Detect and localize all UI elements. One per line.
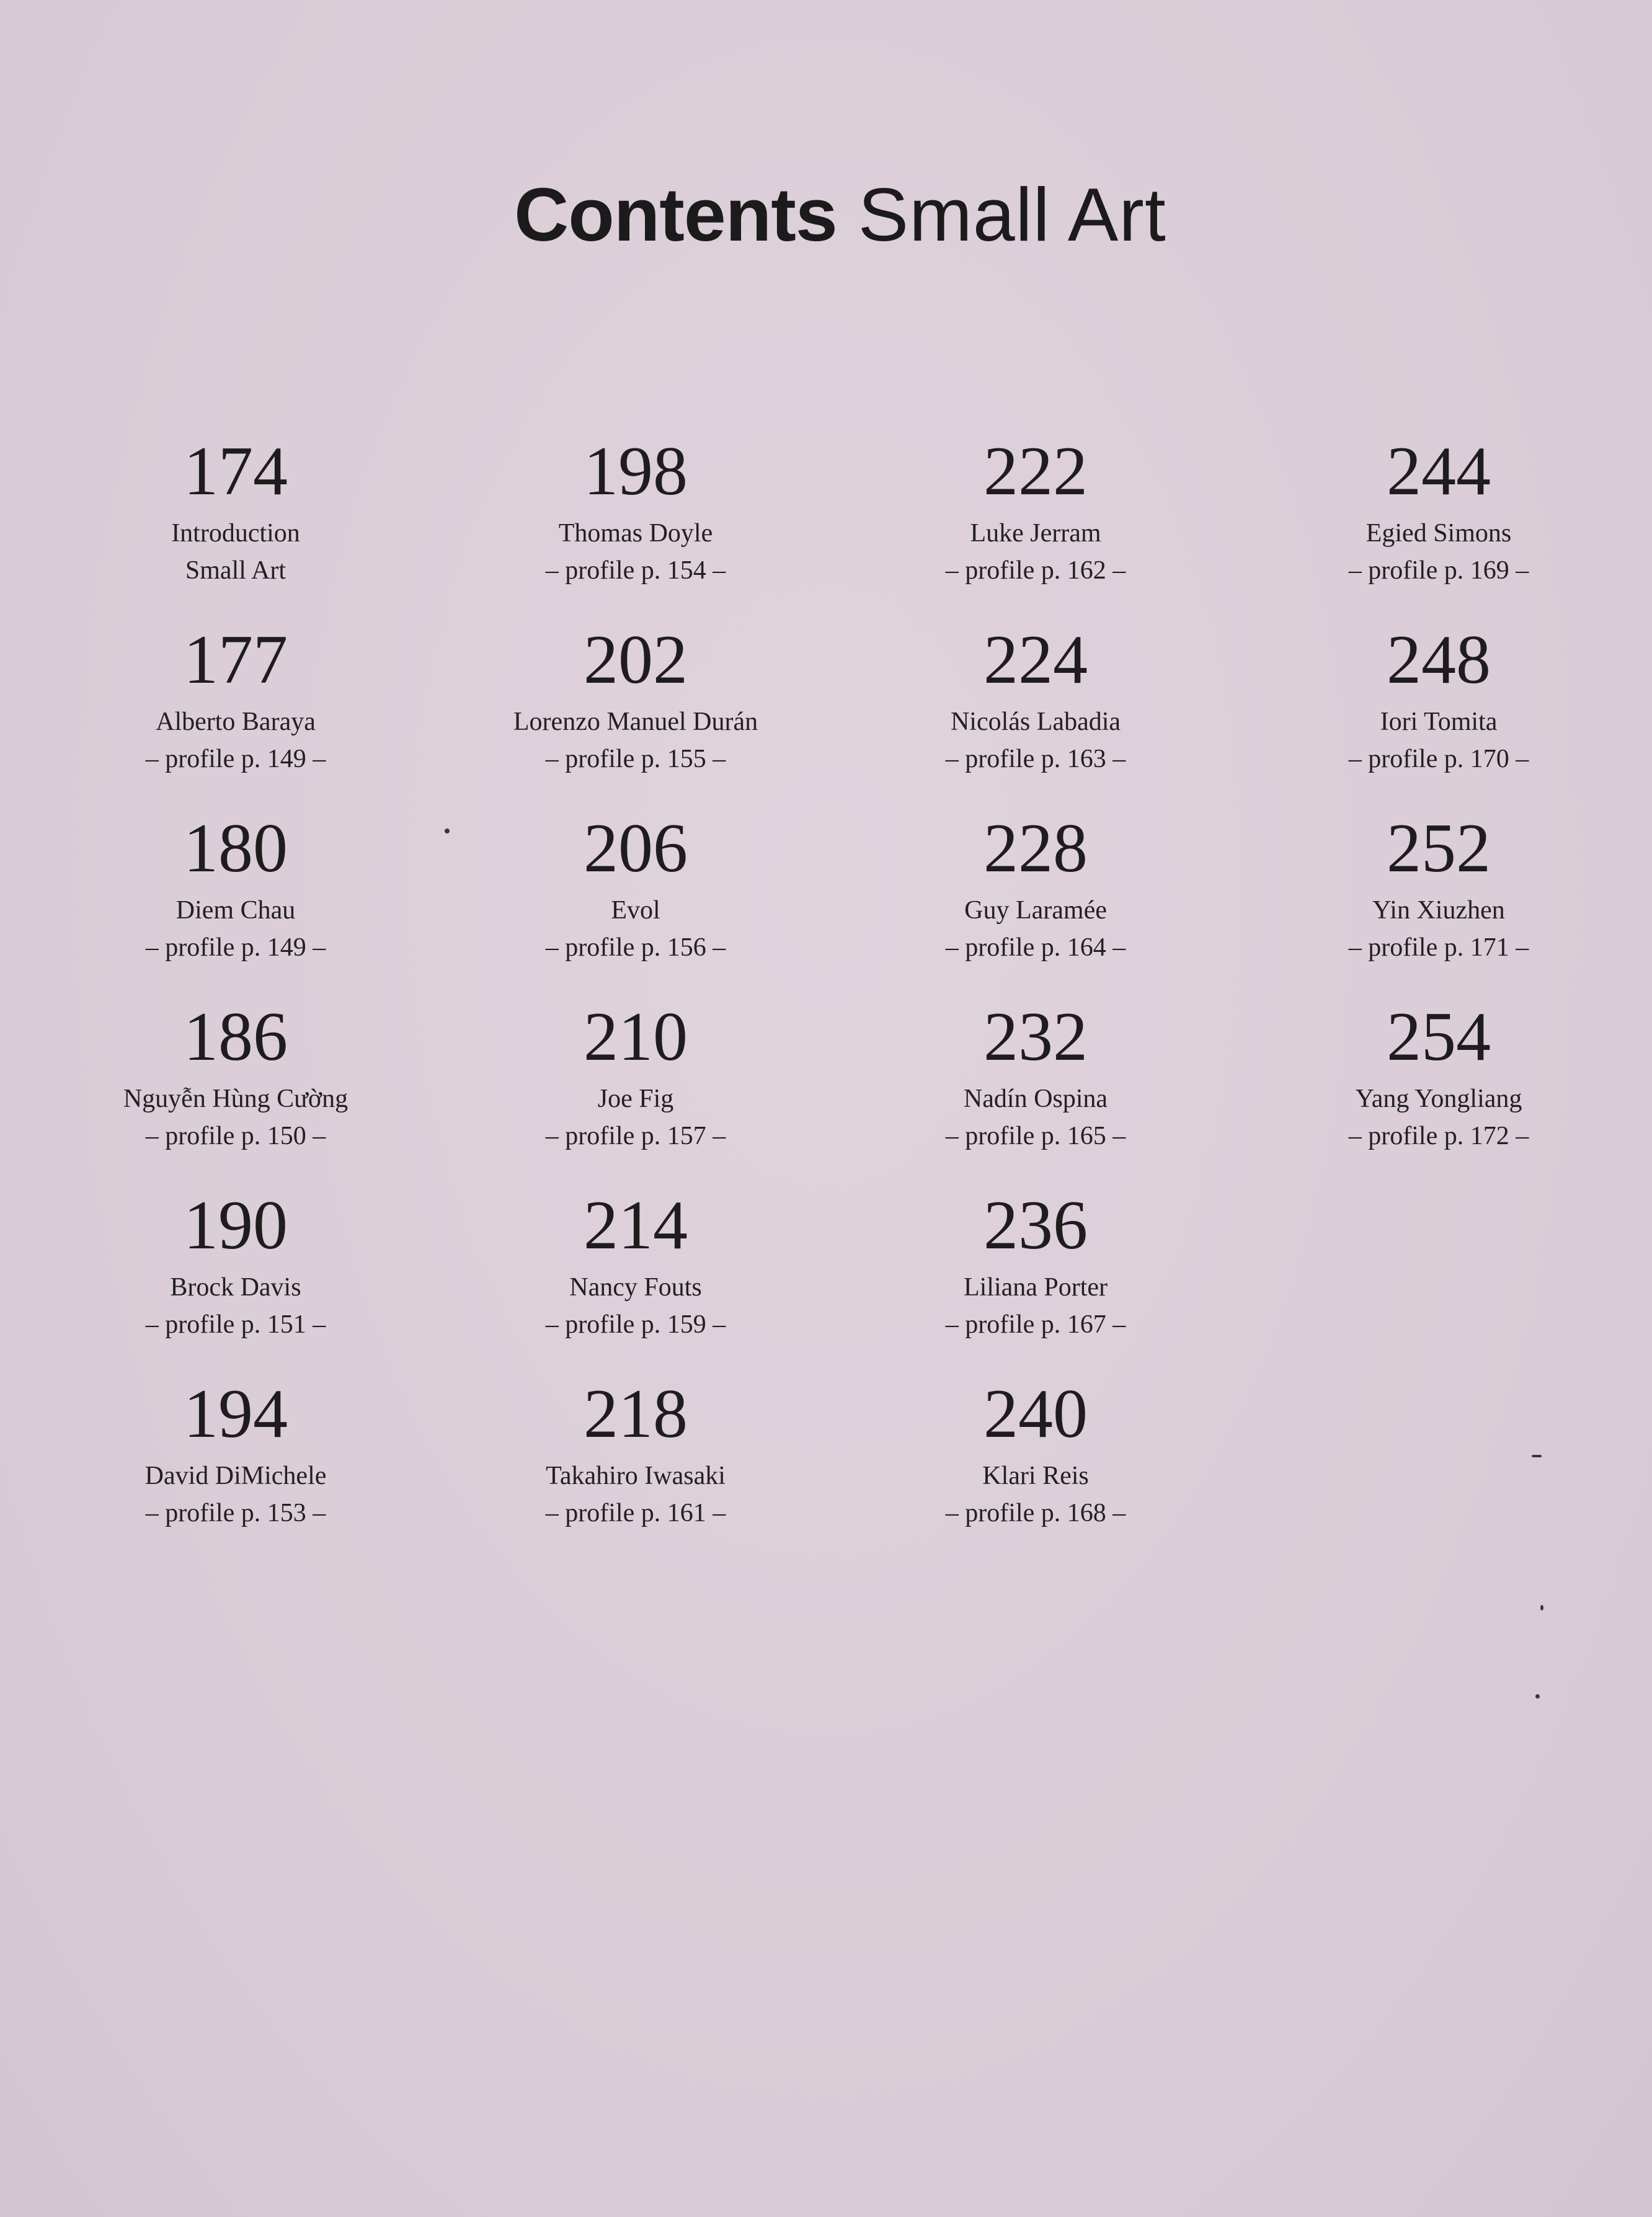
paper-speck xyxy=(1532,1455,1542,1457)
profile-reference: – profile p. 172 – xyxy=(1348,1122,1529,1150)
page-number: 236 xyxy=(984,1187,1088,1264)
page-number: 198 xyxy=(584,433,688,510)
profile-reference: – profile p. 167 – xyxy=(945,1310,1126,1339)
contents-entry xyxy=(837,428,1234,616)
contents-entry xyxy=(837,616,1234,805)
page-number: 248 xyxy=(1387,621,1491,698)
contents-entry xyxy=(837,805,1234,993)
page-number: 214 xyxy=(584,1187,688,1264)
contents-entry xyxy=(37,1371,434,1559)
profile-reference: – profile p. 168 – xyxy=(945,1499,1126,1527)
artist-name: Thomas Doyle xyxy=(558,519,713,548)
artist-name: Luke Jerram xyxy=(970,519,1101,548)
profile-reference: – profile p. 171 – xyxy=(1348,933,1529,962)
contents-entry xyxy=(437,805,834,993)
page-number: 180 xyxy=(184,810,288,887)
contents-entry xyxy=(37,616,434,805)
page-number: 194 xyxy=(184,1375,288,1452)
page-number: 224 xyxy=(984,621,1088,698)
artist-name: Nadín Ospina xyxy=(963,1085,1108,1113)
contents-entry xyxy=(37,805,434,993)
contents-column-4 xyxy=(1240,428,1637,1182)
profile-reference: – profile p. 163 – xyxy=(945,745,1126,773)
artist-name: Iori Tomita xyxy=(1380,708,1498,736)
artist-name: Guy Laramée xyxy=(964,896,1107,925)
profile-reference: – profile p. 154 – xyxy=(545,556,726,585)
artist-name: Yin Xiuzhen xyxy=(1372,896,1505,925)
contents-entry xyxy=(837,1182,1234,1371)
page-number: 186 xyxy=(184,998,288,1075)
contents-entry xyxy=(1240,805,1637,993)
contents-entry xyxy=(437,616,834,805)
artist-name: Klari Reis xyxy=(982,1462,1089,1490)
page-number: 254 xyxy=(1387,998,1491,1075)
artist-name: Nicolás Labadia xyxy=(950,708,1121,736)
title-light: Small Art xyxy=(858,172,1166,257)
contents-entry xyxy=(1240,993,1637,1182)
page-title xyxy=(0,172,1652,257)
profile-reference: – profile p. 157 – xyxy=(545,1122,726,1150)
paper-speck xyxy=(445,829,450,833)
contents-entry xyxy=(437,993,834,1182)
profile-reference: – profile p. 170 – xyxy=(1348,745,1529,773)
artist-name: Yang Yongliang xyxy=(1355,1085,1522,1113)
entry-subtitle: Small Art xyxy=(185,556,286,585)
page-number: 210 xyxy=(584,998,688,1075)
artist-name: David DiMichele xyxy=(144,1462,327,1490)
entry-title: Introduction xyxy=(171,519,300,548)
profile-reference: – profile p. 156 – xyxy=(545,933,726,962)
profile-reference: – profile p. 150 – xyxy=(145,1122,326,1150)
profile-reference: – profile p. 159 – xyxy=(545,1310,726,1339)
contents-entry xyxy=(37,428,434,616)
contents-entry xyxy=(1240,428,1637,616)
paper-speck xyxy=(1540,1605,1543,1611)
profile-reference: – profile p. 165 – xyxy=(945,1122,1126,1150)
artist-name: Liliana Porter xyxy=(963,1273,1108,1302)
contents-column-3 xyxy=(837,428,1234,1559)
page-number: 206 xyxy=(584,810,688,887)
page-number: 202 xyxy=(584,621,688,698)
profile-reference: – profile p. 151 – xyxy=(145,1310,326,1339)
artist-name: Nguyễn Hùng Cường xyxy=(123,1085,349,1113)
contents-entry xyxy=(37,1182,434,1371)
profile-reference: – profile p. 164 – xyxy=(945,933,1126,962)
artist-name: Evol xyxy=(611,896,660,925)
page-number: 252 xyxy=(1387,810,1491,887)
page-number: 218 xyxy=(584,1375,688,1452)
contents-entry xyxy=(37,993,434,1182)
page-number: 244 xyxy=(1387,433,1491,510)
artist-name: Takahiro Iwasaki xyxy=(546,1462,726,1490)
page-number: 228 xyxy=(984,810,1088,887)
contents-entry xyxy=(837,993,1234,1182)
contents-entry xyxy=(437,1182,834,1371)
artist-name: Joe Fig xyxy=(597,1085,674,1113)
title-bold: Contents xyxy=(514,172,837,257)
artist-name: Alberto Baraya xyxy=(156,708,316,736)
profile-reference: – profile p. 161 – xyxy=(545,1499,726,1527)
artist-name: Nancy Fouts xyxy=(569,1273,702,1302)
profile-reference: – profile p. 149 – xyxy=(145,933,326,962)
profile-reference: – profile p. 162 – xyxy=(945,556,1126,585)
artist-name: Diem Chau xyxy=(175,896,296,925)
artist-name: Brock Davis xyxy=(170,1273,301,1302)
page-number: 222 xyxy=(984,433,1088,510)
paper-speck xyxy=(1535,1694,1540,1699)
page-number: 190 xyxy=(184,1187,288,1264)
page-number: 232 xyxy=(984,998,1088,1075)
profile-reference: – profile p. 149 – xyxy=(145,745,326,773)
profile-reference: – profile p. 153 – xyxy=(145,1499,326,1527)
profile-reference: – profile p. 155 – xyxy=(545,745,726,773)
profile-reference: – profile p. 169 – xyxy=(1348,556,1529,585)
page-number: 177 xyxy=(184,621,288,698)
contents-entry xyxy=(437,428,834,616)
page-number: 240 xyxy=(984,1375,1088,1452)
artist-name: Lorenzo Manuel Durán xyxy=(513,708,758,736)
page-number: 174 xyxy=(184,433,288,510)
contents-entry xyxy=(1240,616,1637,805)
contents-entry xyxy=(837,1371,1234,1559)
contents-entry xyxy=(437,1371,834,1559)
contents-column-1 xyxy=(37,428,434,1559)
artist-name: Egied Simons xyxy=(1366,519,1512,548)
contents-column-2 xyxy=(437,428,834,1559)
